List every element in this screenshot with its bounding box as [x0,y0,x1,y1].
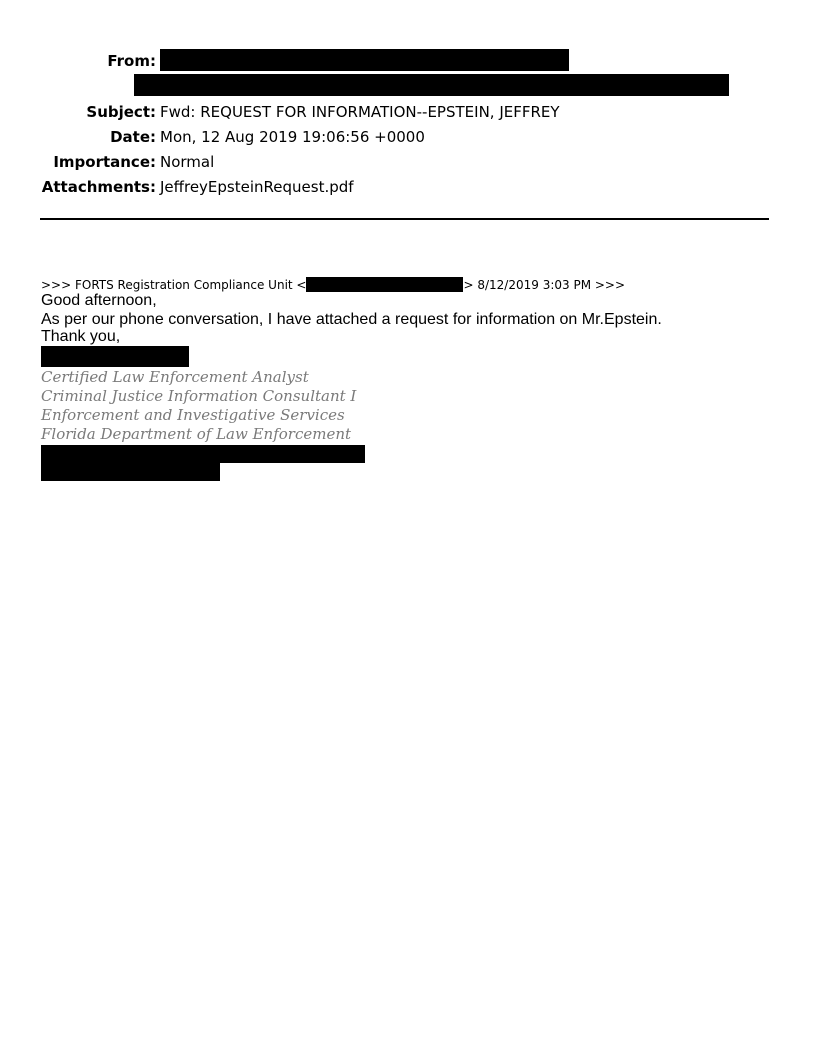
redaction-to-address [134,74,729,96]
signature-division: Enforcement and Investigative Services [41,406,345,424]
greeting: Good afternoon, [41,292,157,309]
date-value: Mon, 12 Aug 2019 19:06:56 +0000 [160,128,425,146]
attachment-link[interactable]: JeffreyEpsteinRequest.pdf [160,178,354,196]
subject-value: Fwd: REQUEST FOR INFORMATION--EPSTEIN, JEFFREY [160,103,560,121]
date-label: Date: [110,128,156,146]
closing: Thank you, [41,328,121,345]
redaction-sender-name [41,346,189,367]
importance-label: Importance: [53,153,156,171]
redaction-sender-email [306,277,463,292]
redaction-contact-line-1 [41,445,365,463]
redaction-contact-line-2 [41,463,220,481]
signature-agency: Florida Department of Law Enforcement [41,425,352,443]
signature-title: Certified Law Enforcement Analyst [41,368,309,386]
forward-suffix: > 8/12/2019 3:03 PM >>> [463,278,626,292]
message-line: As per our phone conversation, I have attached a request for information on Mr.Epstein. [41,311,662,328]
from-label: From: [107,52,156,70]
redaction-from-address [160,49,569,71]
header-divider [40,218,769,220]
attachments-label: Attachments: [41,178,156,196]
forward-header [41,277,625,293]
forward-prefix: >>> FORTS Registration Compliance Unit < [41,278,307,292]
signature-position: Criminal Justice Information Consultant I [41,387,357,405]
importance-value: Normal [160,153,215,171]
subject-label: Subject: [86,103,156,121]
